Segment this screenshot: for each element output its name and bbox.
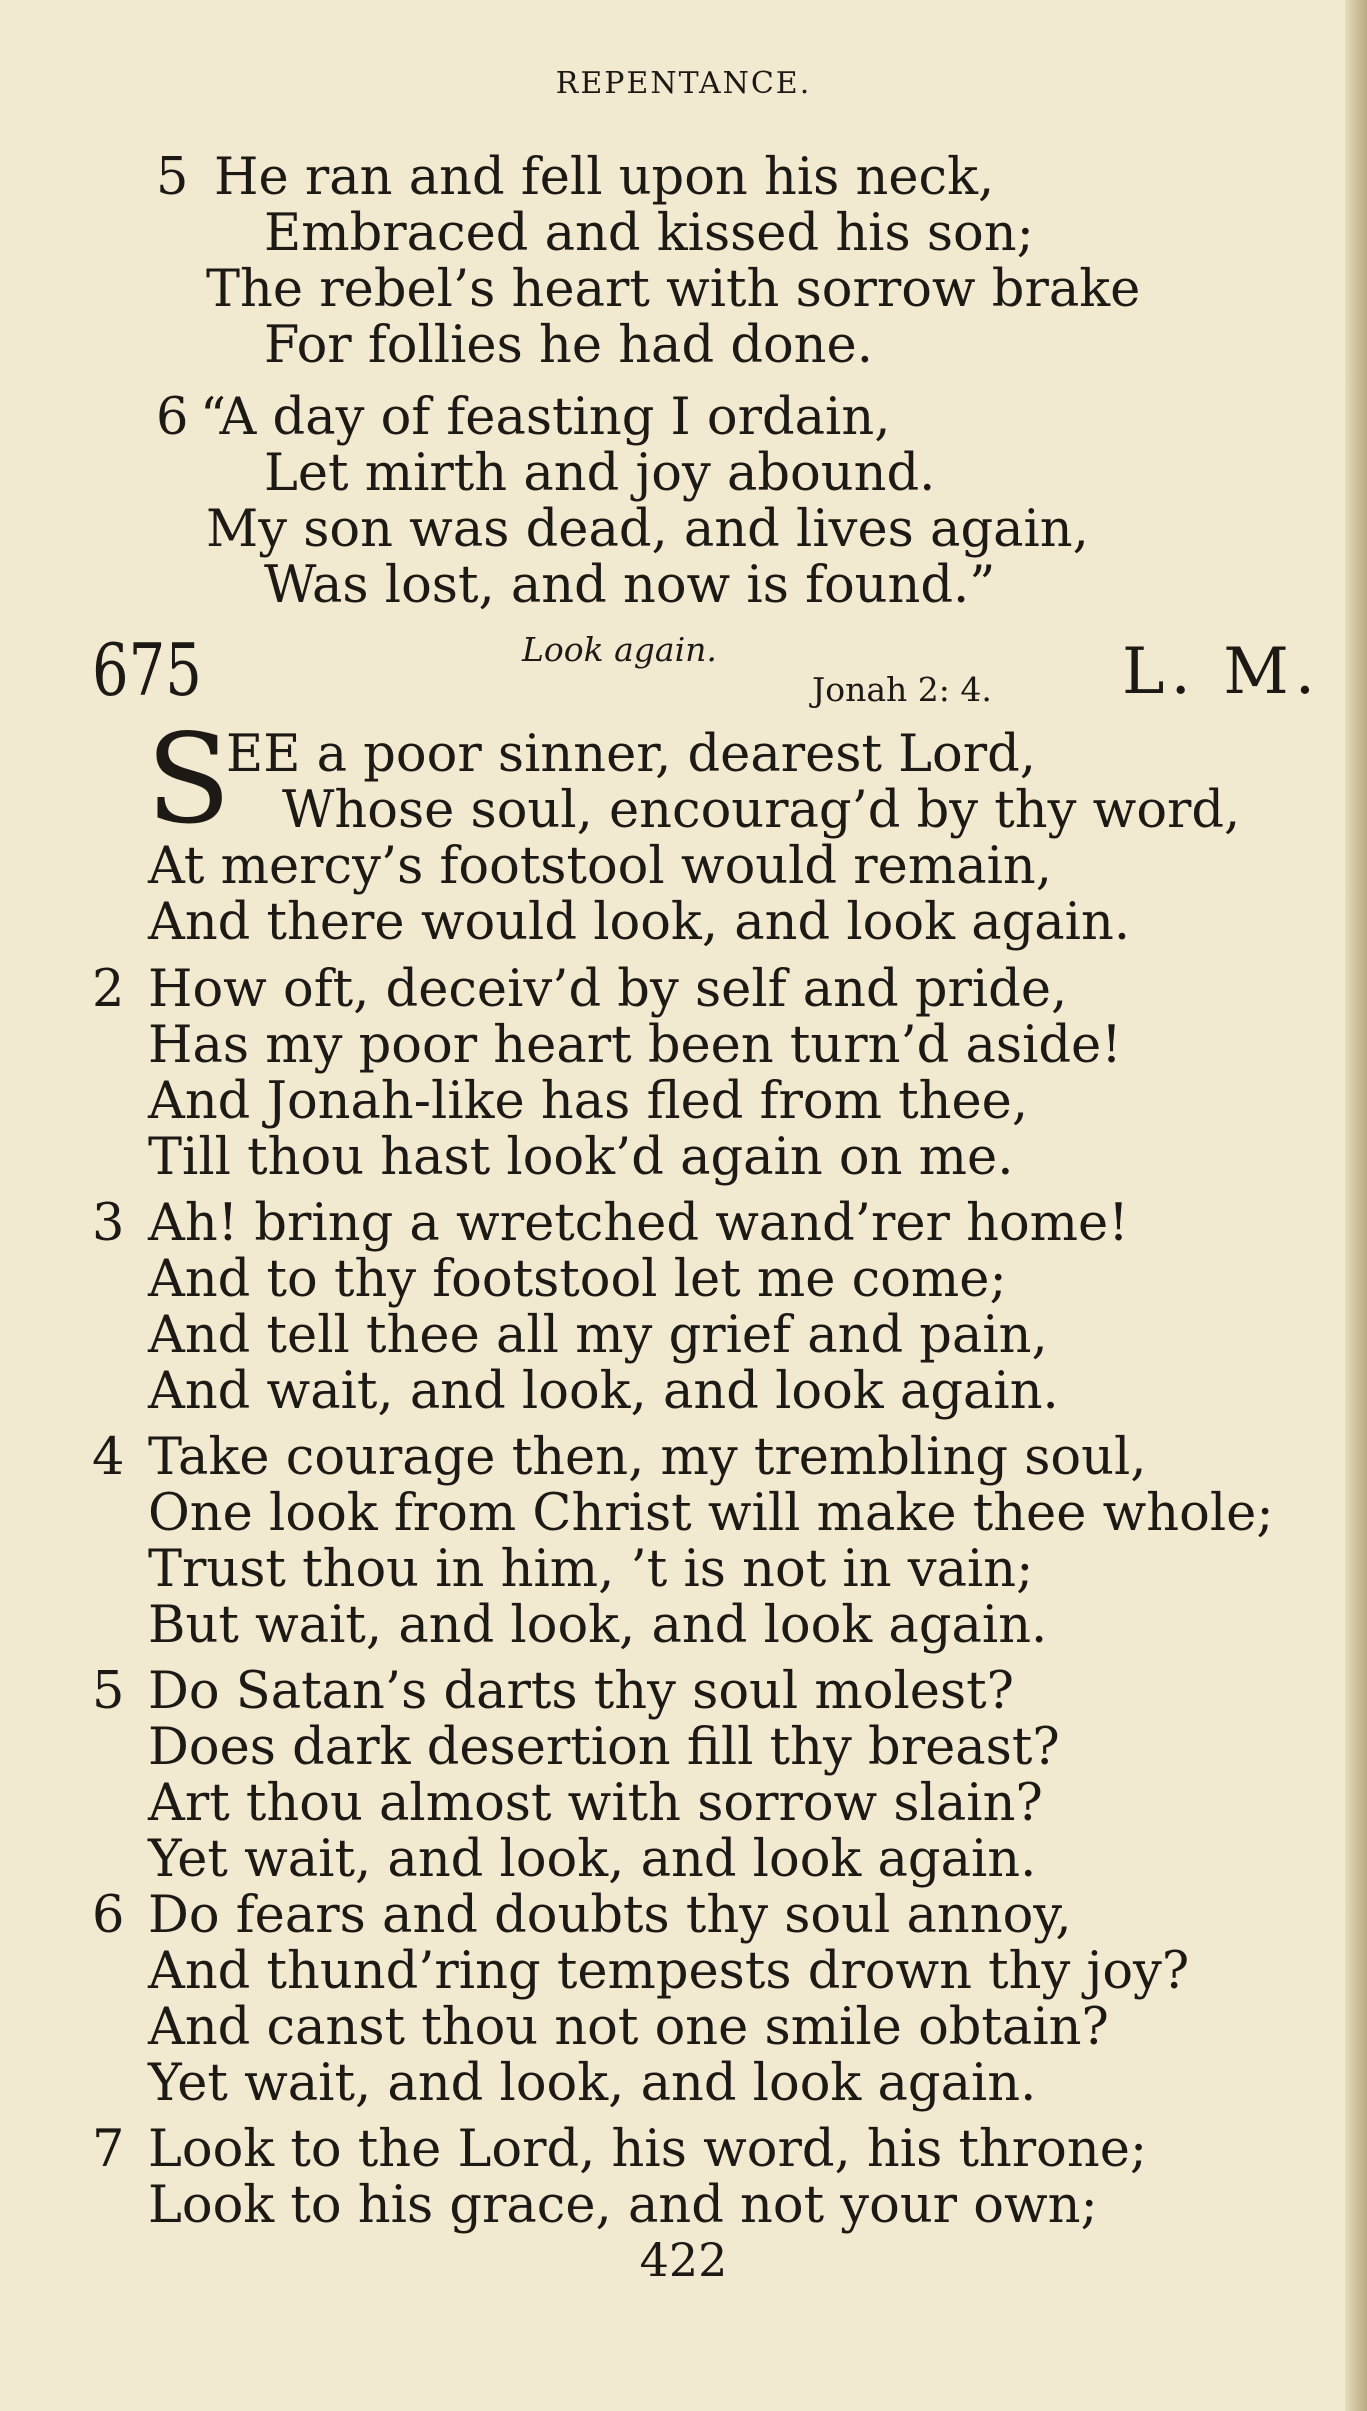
verse-line: And tell thee all my grief and pain,	[148, 1306, 1048, 1365]
verse-line: Yet wait, and look, and look again.	[148, 2054, 1037, 2113]
verse-line: Do fears and doubts thy soul annoy,	[148, 1886, 1072, 1945]
stanza-number: 2	[92, 960, 125, 1019]
verse-line: Whose soul, encourag’d by thy word,	[282, 781, 1241, 840]
verse-line: Do Satan’s darts thy soul molest?	[148, 1662, 1014, 1721]
drop-cap: S	[146, 708, 231, 852]
stanza-number: 7	[92, 2120, 125, 2179]
verse-line: Trust thou in him, ’t is not in vain;	[148, 1540, 1034, 1599]
page-number: 422	[639, 2233, 728, 2287]
verse-line: Take courage then, my trembling soul,	[148, 1428, 1147, 1487]
verse-line: For follies he had done.	[264, 316, 873, 375]
scripture-reference: Jonah 2: 4.	[812, 670, 992, 709]
verse-line: My son was dead, and lives again,	[206, 500, 1089, 559]
verse-line: EE a poor sinner, dearest Lord,	[226, 725, 1036, 784]
verse-line: And there would look, and look again.	[148, 893, 1131, 952]
verse-line: Let mirth and joy abound.	[264, 444, 936, 503]
verse-line: Look to his grace, and not your own;	[148, 2176, 1098, 2235]
verse-line: Does dark desertion fill thy breast?	[148, 1718, 1060, 1777]
verse-line: The rebel’s heart with sorrow brake	[206, 260, 1141, 319]
verse-line: Has my poor heart been turn’d aside!	[148, 1016, 1122, 1075]
hymn-number: 675	[92, 628, 202, 712]
stanza-number: 6	[92, 1886, 125, 1945]
verse-line: And wait, and look, and look again.	[148, 1362, 1059, 1421]
verse-line: Ah! bring a wretched wand’rer home!	[148, 1194, 1129, 1253]
verse-line: Look to the Lord, his word, his throne;	[148, 2120, 1148, 2179]
verse-line: Embraced and kissed his son;	[264, 204, 1034, 263]
verse-line: Art thou almost with sorrow slain?	[148, 1774, 1043, 1833]
stanza-number: 5	[156, 148, 189, 207]
verse-line: He ran and fell upon his neck,	[214, 148, 995, 207]
stanza-number: 3	[92, 1194, 125, 1253]
stanza-number: 5	[92, 1662, 125, 1721]
hymn-meter: L. M.	[1122, 635, 1322, 709]
verse-line: And canst thou not one smile obtain?	[148, 1998, 1109, 2057]
verse-line: “A day of feasting I ordain,	[200, 388, 891, 447]
stanza-number: 4	[92, 1428, 125, 1487]
hymn-title: Look again.	[522, 630, 717, 669]
verse-line: One look from Christ will make thee whole;	[148, 1484, 1274, 1543]
verse-line: Till thou hast look’d again on me.	[148, 1128, 1014, 1187]
running-header: REPENTANCE.	[555, 66, 812, 101]
verse-line: And to thy footstool let me come;	[148, 1250, 1007, 1309]
verse-line: And thund’ring tempests drown thy joy?	[148, 1942, 1190, 2001]
stanza-number: 6	[156, 388, 189, 447]
verse-line: But wait, and look, and look again.	[148, 1596, 1048, 1655]
verse-line: How oft, deceiv’d by self and pride,	[148, 960, 1068, 1019]
page-edge	[1345, 0, 1367, 2411]
verse-line: Yet wait, and look, and look again.	[148, 1830, 1037, 1889]
verse-line: Was lost, and now is found.”	[264, 556, 996, 615]
verse-line: At mercy’s footstool would remain,	[148, 837, 1052, 896]
verse-line: And Jonah-like has fled from thee,	[148, 1072, 1029, 1131]
